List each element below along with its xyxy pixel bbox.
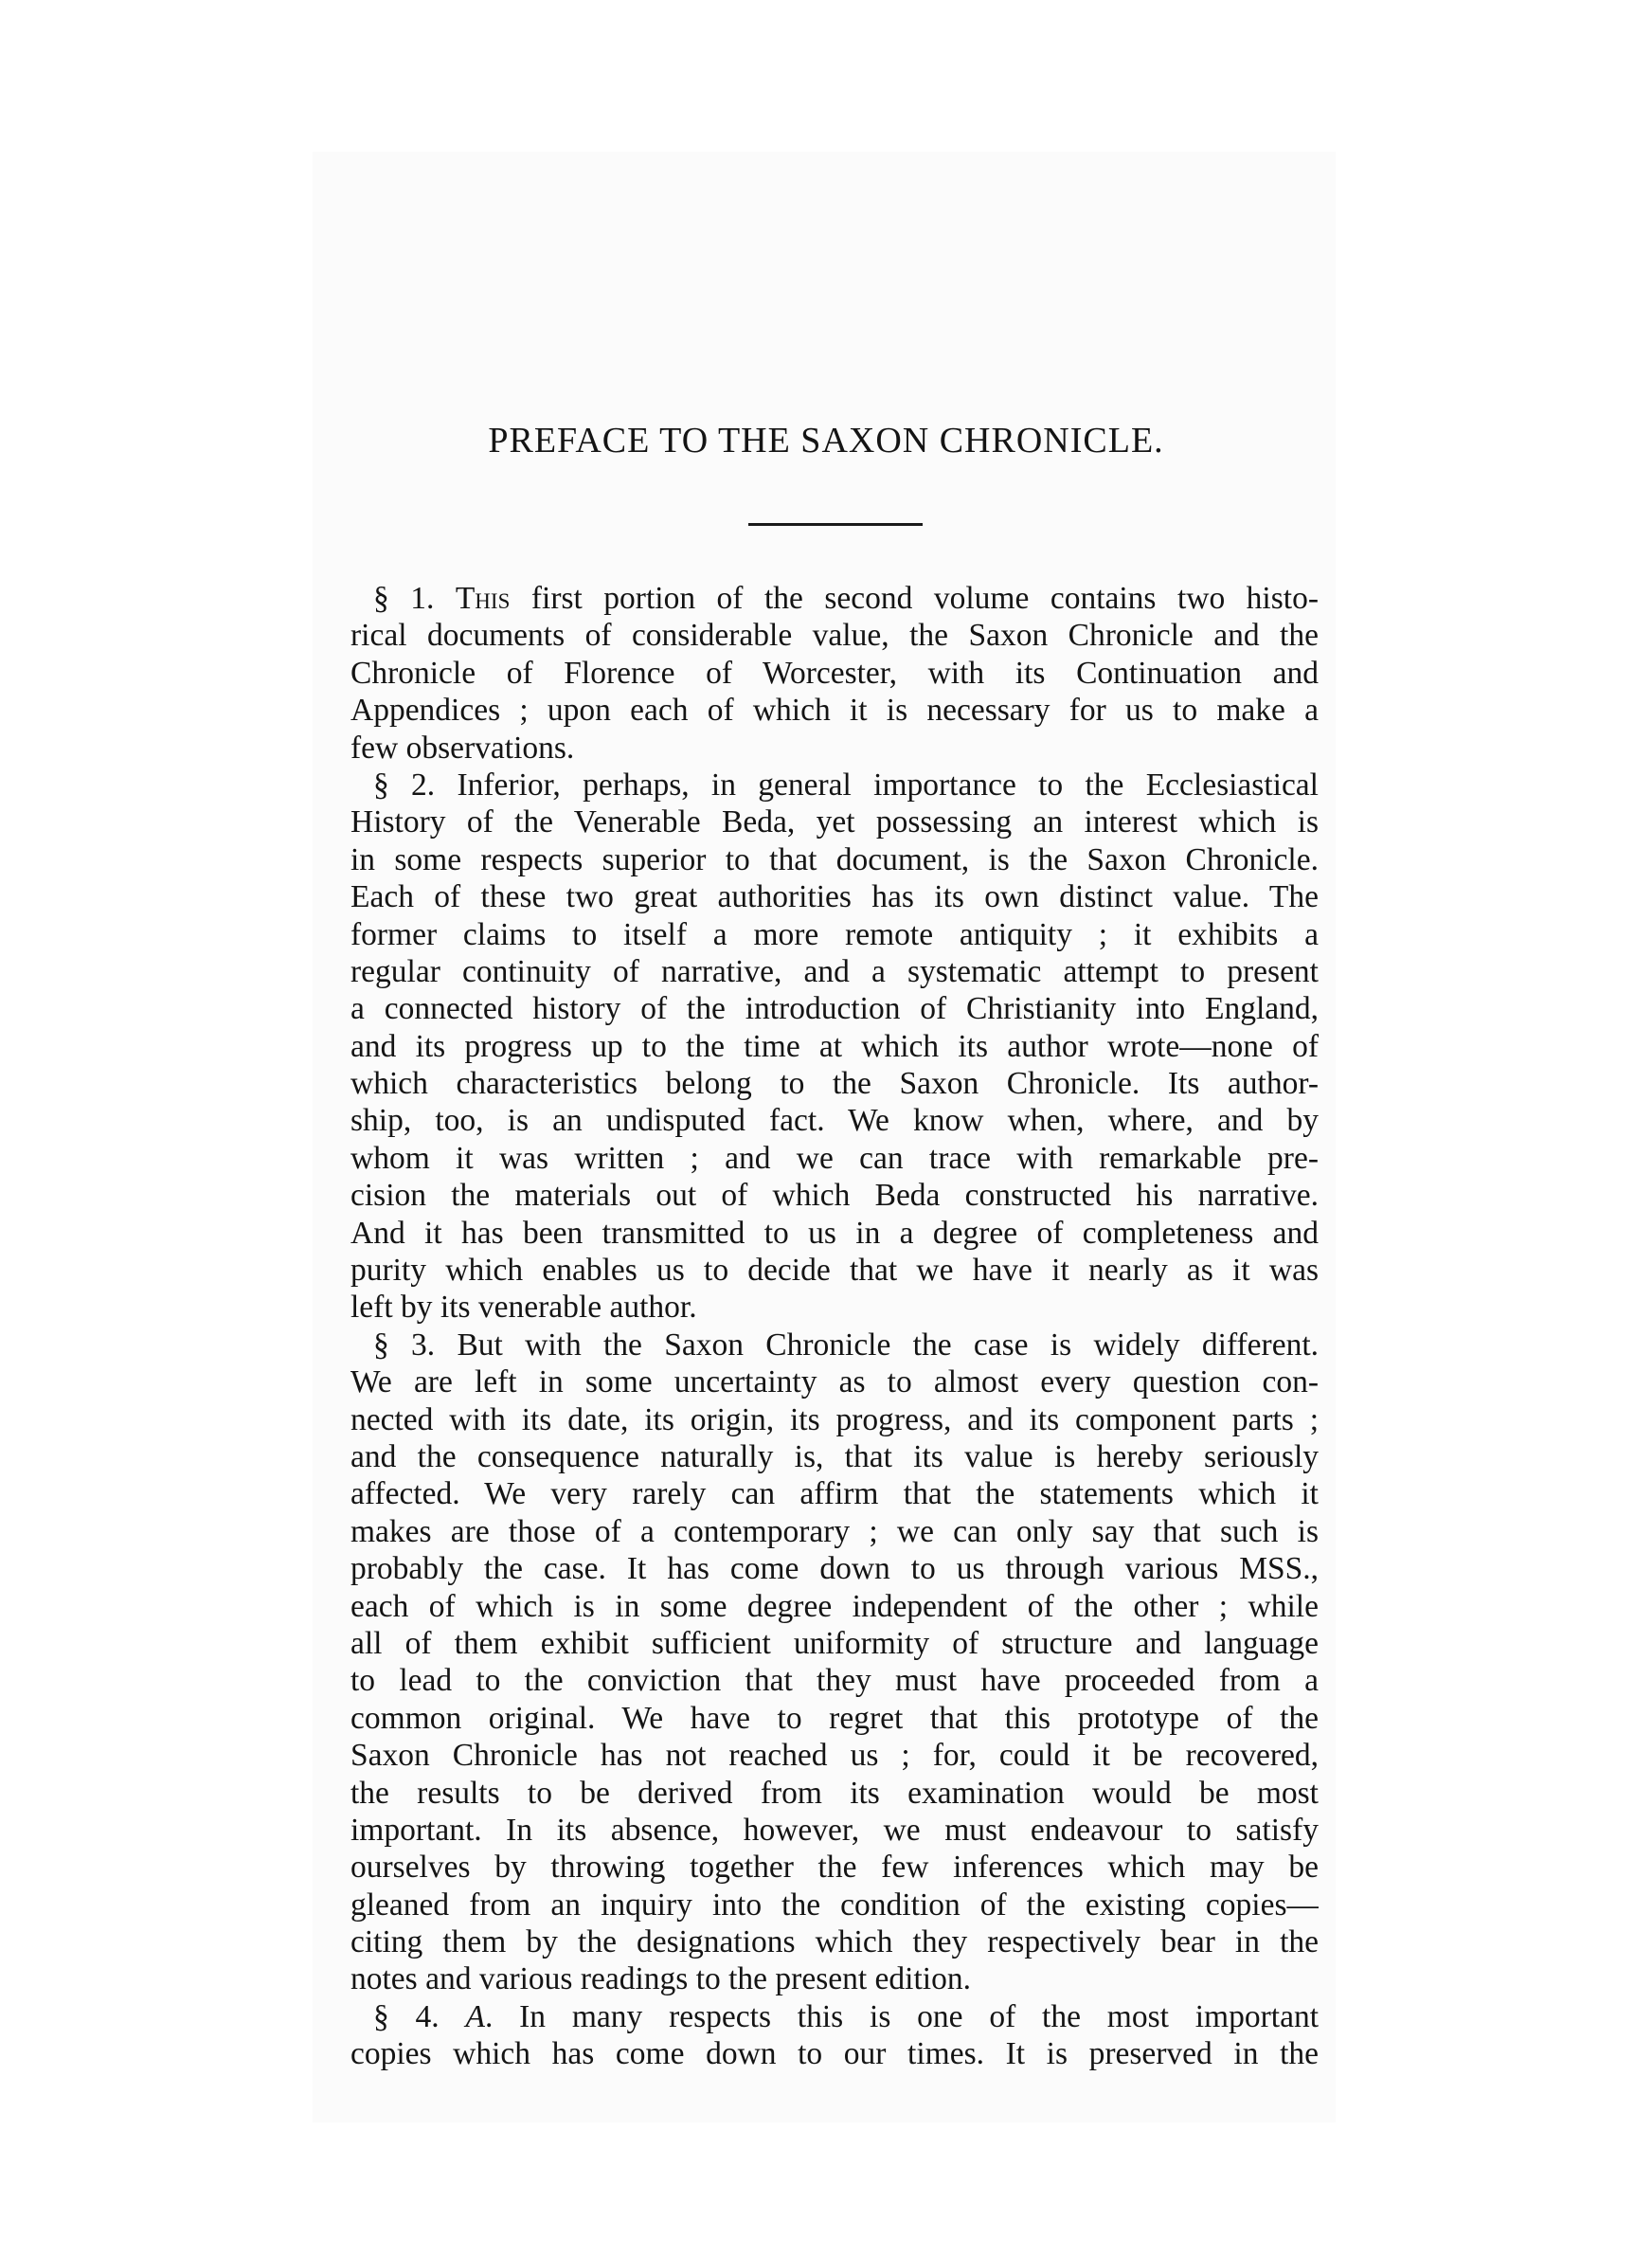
text-run: whom it was written ; and we can trace with remarkable pre- [350, 1140, 1319, 1176]
text-line [350, 730, 1319, 767]
text-run: ourselves by throwing together the few inferences which may be [350, 1850, 1319, 1886]
text-run: Appendices ; upon each of which it is necessary for us to make a [350, 693, 1319, 729]
text-run: This [455, 581, 511, 616]
text-line [350, 1102, 1319, 1139]
text-run: each of which is in some degree independent of the other ; while [350, 1588, 1319, 1624]
text-line [350, 916, 1319, 953]
text-line [350, 1923, 1319, 1960]
text-line [350, 1177, 1319, 1214]
text-line [350, 1028, 1319, 1065]
text-run: citing them by the designations which they respectively bear in the [350, 1924, 1319, 1960]
text-run: We are left in some uncertainty as to almost every question con- [350, 1364, 1319, 1400]
text-line [350, 1252, 1319, 1289]
text-run: Each of these two great authorities has its own distinct value. The [350, 879, 1319, 915]
text-run: purity which enables us to decide that we have it nearly as it was [350, 1253, 1319, 1289]
text-run: common original. We have to regret that this prototype of the [350, 1700, 1319, 1736]
text-run: . In many respects this is one of the most important [484, 1998, 1319, 2034]
text-line [350, 1588, 1319, 1625]
text-line [350, 1327, 1319, 1363]
text-run: nected with its date, its origin, its progress, and its component parts ; [350, 1401, 1319, 1437]
text-run: § 4. [373, 1998, 466, 2034]
text-run: § 1. [373, 581, 456, 616]
text-line [350, 655, 1319, 692]
text-line [350, 617, 1319, 654]
text-line [350, 841, 1319, 878]
text-run: notes and various readings to the present edition. [350, 1961, 971, 1997]
text-run: makes are those of a contemporary ; we can only say that such is [350, 1513, 1319, 1549]
text-run: cision the materials out of which Beda constructed his narrative. [350, 1178, 1319, 1214]
text-line [350, 878, 1319, 915]
text-line [350, 953, 1319, 990]
text-run: ship, too, is an undisputed fact. We know when, where, and by [350, 1103, 1319, 1139]
text-run: affected. We very rarely can affirm that the statements which it [350, 1476, 1319, 1512]
text-line [350, 1700, 1319, 1737]
text-run: and its progress up to the time at which its author wrote—none of [350, 1028, 1319, 1064]
text-run: § 2. Inferior, perhaps, in general importance to the Ecclesiastical [373, 767, 1319, 803]
text-run: History of the Venerable Beda, yet possessing an interest which is [350, 804, 1319, 840]
text-run: And it has been transmitted to us in a degree of completeness and [350, 1215, 1319, 1251]
text-run: all of them exhibit sufficient uniformity of structure and language [350, 1625, 1319, 1661]
text-run: § 3. But with the Saxon Chronicle the case is widely different. [373, 1327, 1319, 1363]
preface-body-text [350, 580, 1319, 2073]
text-run: few observations. [350, 730, 575, 766]
text-run: former claims to itself a more remote antiquity ; it exhibits a [350, 916, 1319, 952]
text-run: A [465, 1998, 485, 2034]
page-title: PREFACE TO THE SAXON CHRONICLE. [488, 421, 1164, 460]
text-line [350, 1215, 1319, 1252]
text-line [350, 1401, 1319, 1438]
title-divider-rule [748, 523, 923, 526]
text-line [350, 1475, 1319, 1512]
text-line [350, 1513, 1319, 1550]
text-run: left by its venerable author. [350, 1290, 697, 1326]
text-line [350, 1363, 1319, 1400]
text-line [350, 1775, 1319, 1812]
text-line [350, 1550, 1319, 1587]
text-run: gleaned from an inquiry into the condition of the existing copies— [350, 1887, 1319, 1923]
text-line [350, 1849, 1319, 1886]
text-line [350, 2035, 1319, 2072]
text-run: probably the case. It has come down to us through various MSS., [350, 1551, 1319, 1587]
text-run: Saxon Chronicle has not reached us ; for, could it be recovered, [350, 1738, 1319, 1774]
text-line [350, 1625, 1319, 1662]
text-run: and the consequence naturally is, that its value is hereby seriously [350, 1438, 1319, 1474]
text-run: a connected history of the introduction of Christianity into England, [350, 991, 1319, 1027]
text-line [350, 1737, 1319, 1774]
text-line [350, 803, 1319, 840]
text-run: first portion of the second volume contains two histo- [510, 581, 1319, 616]
text-run: Chronicle of Florence of Worcester, with its Continuation and [350, 655, 1319, 691]
text-line [350, 1140, 1319, 1177]
paragraph-4 [350, 1998, 1319, 2073]
text-line [350, 1960, 1319, 1997]
text-line [350, 1662, 1319, 1699]
text-run: which characteristics belong to the Saxon Chronicle. Its author- [350, 1066, 1319, 1102]
text-line [350, 1289, 1319, 1326]
text-line [350, 1065, 1319, 1102]
text-line [350, 1887, 1319, 1923]
paragraph-2 [350, 767, 1319, 1327]
text-line [350, 692, 1319, 729]
text-run: in some respects superior to that document, is the Saxon Chronicle. [350, 841, 1319, 877]
text-run: to lead to the conviction that they must have proceeded from a [350, 1663, 1319, 1699]
text-run: important. In its absence, however, we must endeavour to satisfy [350, 1812, 1319, 1848]
text-line [350, 1998, 1319, 2035]
paragraph-3 [350, 1327, 1319, 1998]
text-run: regular continuity of narrative, and a systematic attempt to present [350, 953, 1319, 989]
text-run: rical documents of considerable value, the Saxon Chronicle and the [350, 618, 1319, 654]
text-line [350, 1812, 1319, 1849]
text-line [350, 990, 1319, 1027]
text-line [350, 767, 1319, 803]
paragraph-1 [350, 580, 1319, 767]
text-run: copies which has come down to our times. It is preserved in the [350, 2036, 1319, 2072]
text-line [350, 580, 1319, 617]
text-run: the results to be derived from its examination would be most [350, 1775, 1319, 1811]
text-line [350, 1438, 1319, 1475]
